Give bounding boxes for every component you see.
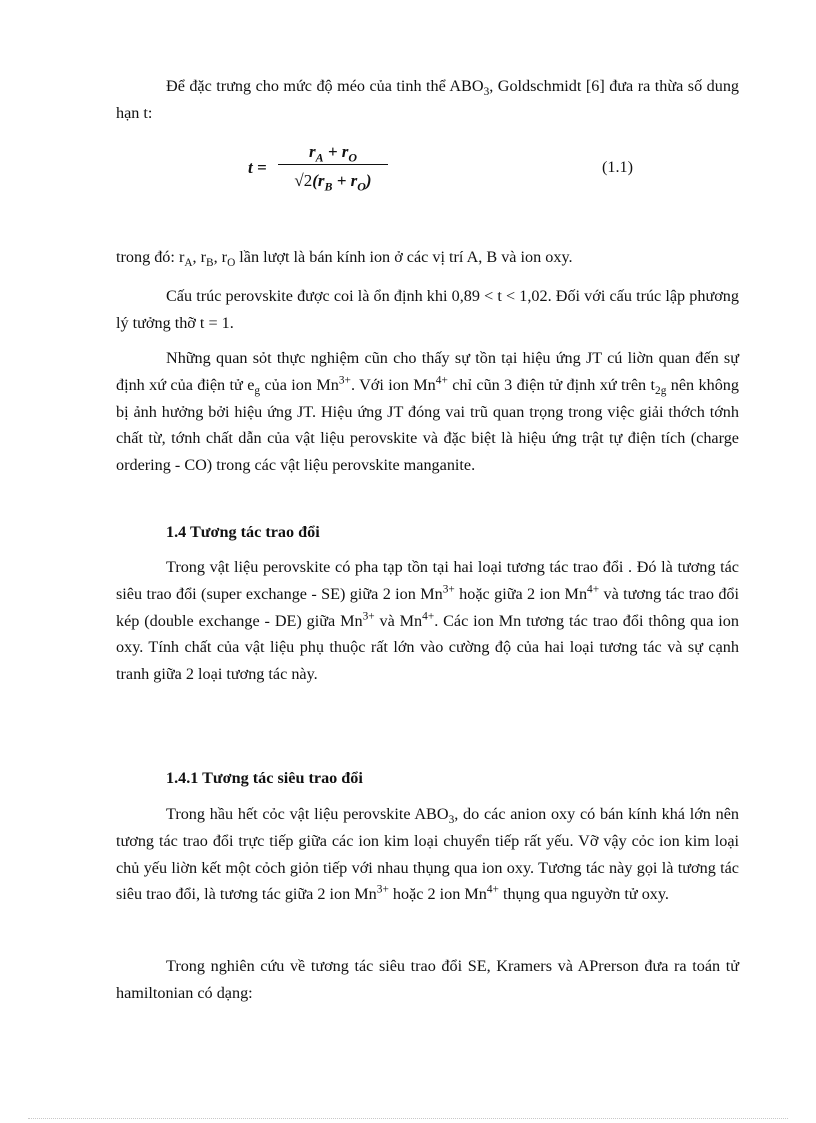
equation-numerator: $r_A + r_O$ [309,142,357,165]
equation-denominator: $√2(r_B + r_O)$ [294,171,372,194]
page-bottom-divider [28,1118,788,1119]
exchange-paragraph: Trong vật liệu perovskite có pha tạp tồn tại hai loại tương tác trao đổi . Đó là tương tác siêu trao đổi (super exchange - SE) giữa 2 ion $Mn^{3+}$ hoặc giữa 2 ion $Mn^{4+}$ và tương tác trao đổi kép (double exchange - DE) giữa $Mn^{3+}$ và $Mn^{4+}$. Các ion Mn tương tác trao đổi thông qua ion oxy. Tính chất của vật liệu phụ thuộc rất lớn vào cường độ của hai loại tương tác và sự cạnh tranh giữa 2 loại tương tác này. [116,558,739,684]
kramers-paragraph: Trong nghiên cứu về tương tác siêu trao đổi SE, Kramers và APrerson đưa ra toán tử hamiltonian có dạng: [116,957,739,1002]
intro-paragraph: Để đặc trưng cho mức độ méo của tinh thể $ABO_3$, Goldschmidt [6] đưa ra thừa số dung hạn t: [116,77,740,122]
equation-fraction [278,140,388,195]
jt-effect-paragraph: Những quan sỏt thực nghiệm cũn cho thấy sự tồn tại hiệu ứng JT cú liờn quan đến sự định xứ của điện tử $e_g$ của ion $Mn^{3+}$. Với ion $Mn^{4+}$ chỉ cũn 3 điện tử định xứ trên $t_{2g}$ nên không bị ảnh hưởng bởi hiệu ứng JT. Hiệu ứng JT đóng vai trũ quan trọng trong việc giải thớch tớnh chất từ, tớnh chất dẫn của vật liệu perovskite và đặc biệt là hiệu ứng trật tự điện tích (charge ordering - CO) trong các vật liệu perovskite manganite. [116,349,739,475]
equation-lhs: t = [248,158,267,177]
tolerance-factor-equation [248,140,548,200]
section-heading-1-4: 1.4 Tương tác trao đổi [166,523,320,541]
stability-paragraph: Cấu trúc perovskite được coi là ổn định khi 0,89 < t < 1,02. Đối với cấu trúc lập phương lý tưởng thỡ t = 1. [116,287,739,332]
super-exchange-paragraph: Trong hầu hết cỏc vật liệu perovskite $ABO_3$, do các anion oxy có bán kính khá lớn nên tương tác trao đổi trực tiếp giữa các ion kim loại chuyển tiếp rất yếu. Vỡ vậy cỏc ion kim loại chủ yếu liờn kết một cỏch giỏn tiếp với nhau thụng qua ion oxy. Tương tác này gọi là tương tác siêu trao đổi, là tương tác giữa 2 ion $Mn^{3+}$ hoặc 2 ion $Mn^{4+}$ thụng qua nguyờn tử oxy. [116,805,740,904]
section-heading-1-4-1: 1.4.1 Tương tác siêu trao đổi [166,769,363,787]
equation-number: (1.1) [602,158,634,176]
where-line: trong đó: $r_A$, $r_B$, $r_O$ lần lượt là bán kính ion ở các vị trí A, B và ion oxy. [116,248,573,270]
fraction-bar [278,164,388,165]
